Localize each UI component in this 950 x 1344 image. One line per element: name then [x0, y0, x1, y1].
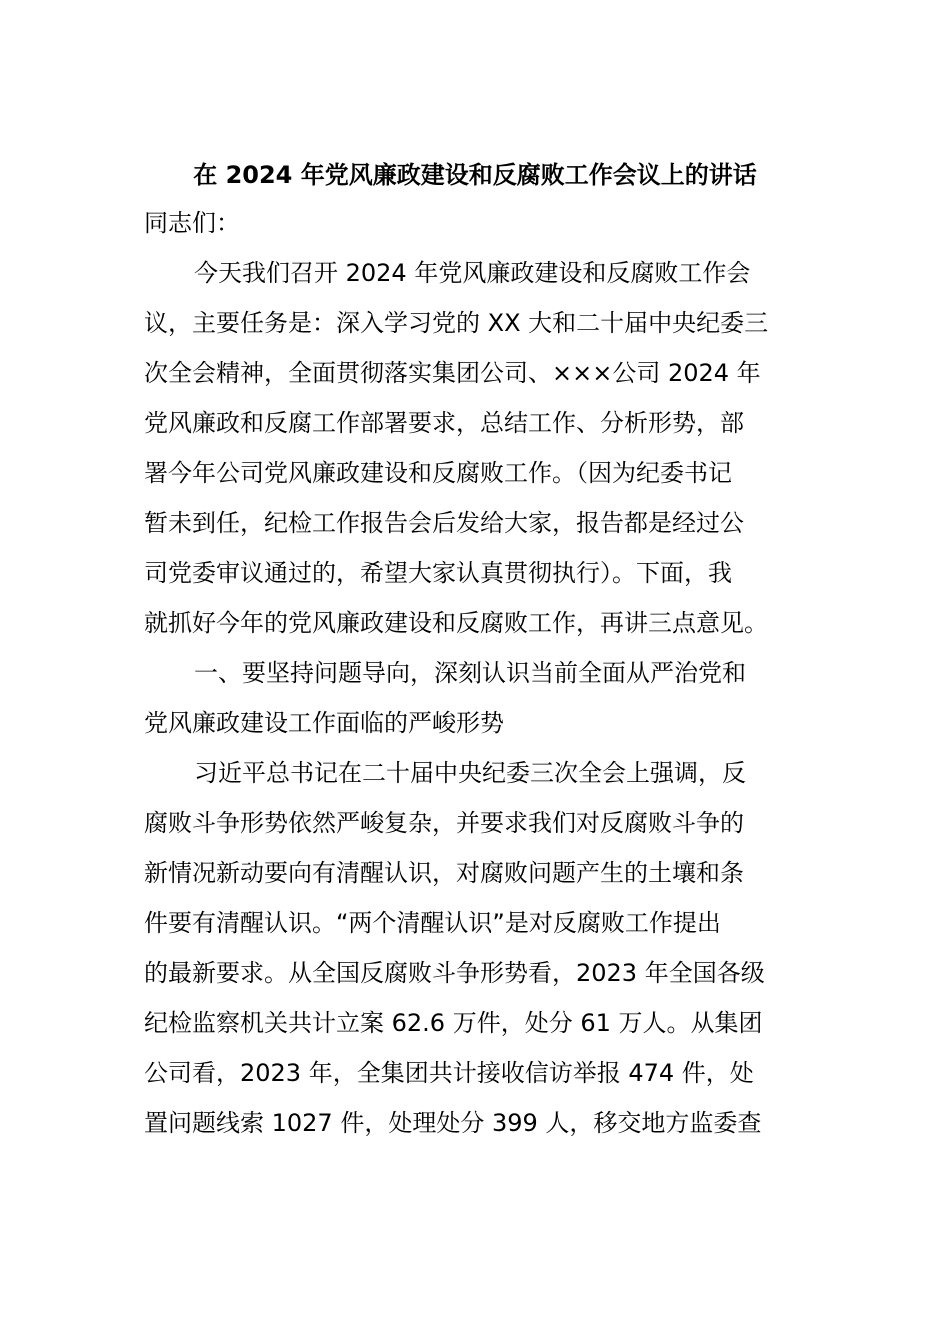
body-line: 公司看，2023 年，全集团共计接收信访举报 474 件，处 — [144, 1059, 754, 1087]
body-line: 新情况新动要向有清醒认识，对腐败问题产生的土壤和条 — [144, 859, 744, 887]
body-line: 党风廉政建设工作面临的严峻形势 — [144, 709, 504, 737]
body-line: 腐败斗争形势依然严峻复杂，并要求我们对反腐败斗争的 — [144, 809, 744, 837]
body-line: 件要有清醒认识。“两个清醒认识”是对反腐败工作提出 — [144, 909, 721, 937]
body-line: 党风廉政和反腐工作部署要求，总结工作、分析形势，部 — [144, 409, 744, 437]
body-line: 纪检监察机关共计立案 62.6 万件，处分 61 万人。从集团 — [144, 1009, 763, 1037]
body-line: 的最新要求。从全国反腐败斗争形势看，2023 年全国各级 — [144, 959, 765, 987]
document-body — [144, 198, 814, 1148]
document-title: 在 2024 年党风廉政建设和反腐败工作会议上的讲话 — [193, 161, 757, 189]
body-line: 议，主要任务是：深入学习党的 XX 大和二十届中央纪委三 — [144, 309, 769, 337]
body-line: 次全会精神，全面贯彻落实集团公司、×××公司 2024 年 — [144, 359, 761, 387]
body-line: 暂未到任，纪检工作报告会后发给大家，报告都是经过公 — [144, 509, 744, 537]
body-line: 置问题线索 1027 件，处理处分 399 人，移交地方监委查 — [144, 1109, 762, 1137]
body-line: 一、要坚持问题导向，深刻认识当前全面从严治党和 — [194, 659, 746, 687]
body-line: 今天我们召开 2024 年党风廉政建设和反腐败工作会 — [194, 259, 751, 287]
body-line: 习近平总书记在二十届中央纪委三次全会上强调，反 — [194, 759, 746, 787]
body-line: 司党委审议通过的，希望大家认真贯彻执行）。下面，我 — [144, 559, 732, 587]
body-line: 就抓好今年的党风廉政建设和反腐败工作，再讲三点意见。 — [144, 609, 768, 637]
body-line: 同志们： — [144, 209, 240, 237]
body-line: 署今年公司党风廉政建设和反腐败工作。（因为纪委书记 — [144, 459, 732, 487]
